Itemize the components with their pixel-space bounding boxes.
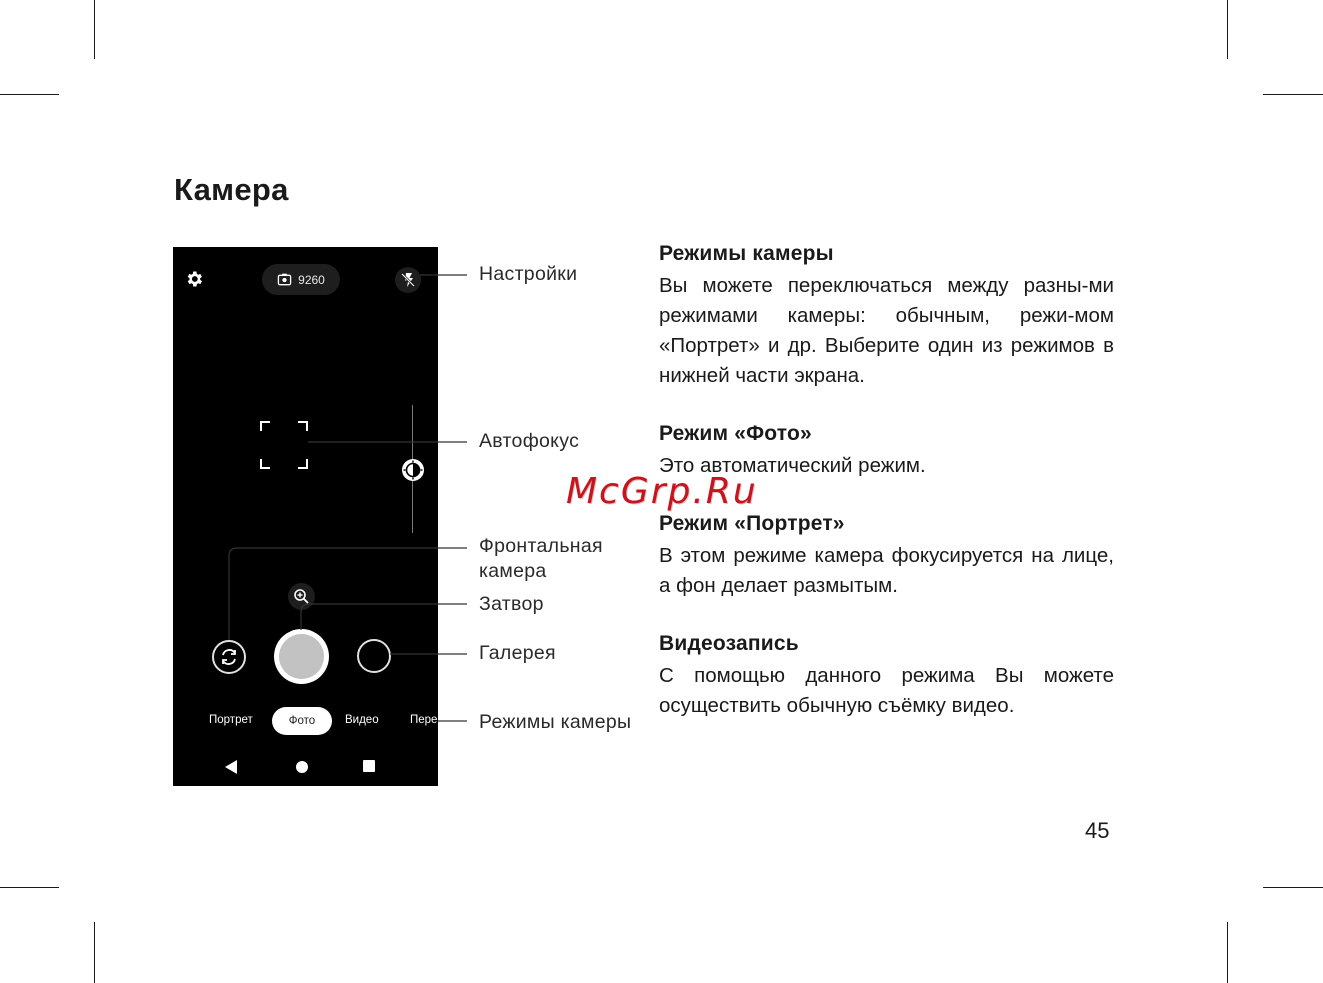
photo-counter-value: 9260 [298, 272, 325, 287]
callout-gallery: Галерея [479, 642, 556, 664]
section-heading-camera-modes: Режимы камеры [659, 242, 834, 265]
mode-video[interactable]: Видео [345, 714, 379, 726]
section-body-video: С помощью данного режима Вы можете осуществить обычную съёмку видео. [659, 664, 1114, 717]
section-body-photo-mode: Это автоматический режим. [659, 454, 926, 477]
section-body-portrait-mode: В этом режиме камера фокусируется на лице, а фон делает размытым. [659, 544, 1114, 597]
callout-shutter: Затвор [479, 593, 544, 615]
mode-photo-active[interactable]: Фото [272, 707, 332, 735]
callout-front-camera: Фронтальная [479, 535, 603, 557]
page-number: 45 [1085, 818, 1110, 843]
page-title: Камера [174, 172, 289, 207]
section-body-camera-modes: Вы можете переключаться между разны-ми режимами камеры: обычным, режи-мом «Портрет» и др. Выберите один из режимов в нижней части экрана. [659, 274, 1114, 387]
callout-autofocus: Автофокус [479, 430, 580, 452]
section-heading-photo-mode: Режим «Фото» [659, 422, 812, 445]
mode-more[interactable]: Пере [410, 714, 438, 726]
callout-settings: Настройки [479, 263, 578, 285]
section-heading-portrait-mode: Режим «Портрет» [659, 512, 845, 535]
section-heading-video: Видеозапись [659, 632, 799, 655]
callout-camera-modes: Режимы камеры [479, 711, 632, 733]
mode-portrait[interactable]: Портрет [209, 714, 253, 726]
watermark: McGrp.Ru [566, 471, 758, 512]
callout-front-camera-line2: камера [479, 560, 547, 582]
